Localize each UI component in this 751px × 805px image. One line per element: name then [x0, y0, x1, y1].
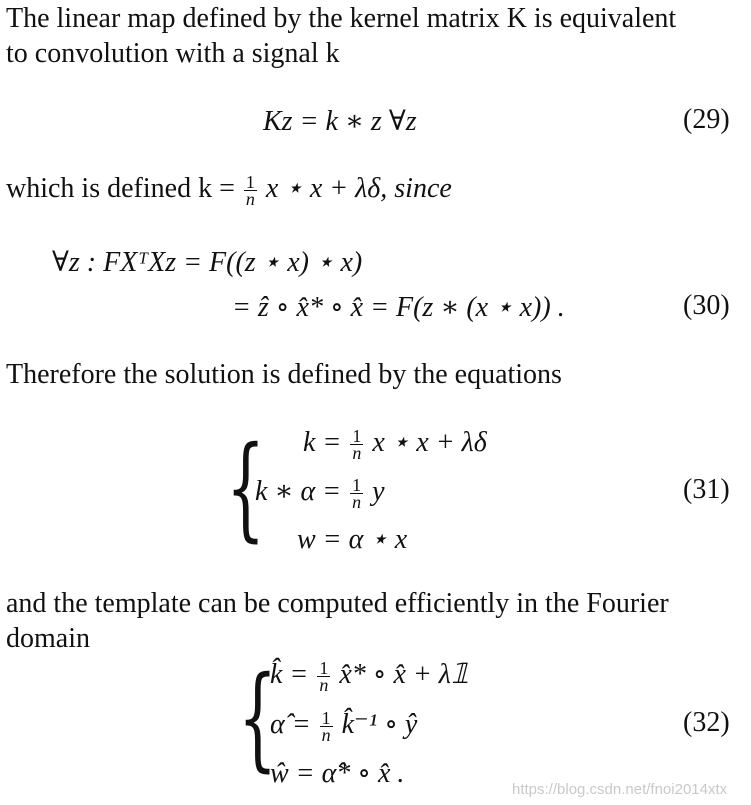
fraction-one-over-n	[320, 708, 333, 746]
watermark-url: https://blog.csdn.net/fnoi2014xtx	[512, 781, 728, 798]
fraction-one-over-n	[350, 426, 363, 464]
equation-32-line-2-lhs: α̂ =	[270, 709, 311, 740]
equation-31-line-2	[255, 474, 385, 513]
equation-32-line-2-rhs: k̂⁻¹ ∘ ŷ	[341, 709, 418, 740]
fraction-one-over-n	[244, 172, 257, 210]
equation-31-line-1	[303, 425, 487, 464]
equation-31-line-1-lhs: k =	[303, 427, 342, 458]
paragraph-4-line-2: domain	[6, 623, 90, 654]
paragraph-1-line-2: to convolution with a signal k	[6, 38, 340, 69]
paragraph-2	[6, 172, 452, 210]
fraction-numerator: 1	[245, 172, 255, 193]
equation-31-line-3: w = α ⋆ x	[297, 524, 408, 555]
paragraph-4-line-1: and the template can be computed efficiently in the Fourier	[6, 588, 669, 619]
paragraph-3: Therefore the solution is defined by the equations	[6, 359, 562, 390]
equation-32-line-3: ŵ = α̂* ∘ x̂ .	[270, 758, 405, 789]
equation-32-line-2	[270, 707, 418, 746]
equation-31-line-2-lhs: k ∗ α =	[255, 476, 342, 507]
equation-30-number: (30)	[683, 290, 730, 321]
equation-31-line-2-rhs: y	[372, 476, 385, 507]
fraction-numerator: 1	[352, 426, 362, 447]
equation-32-line-1-rhs: x̂* ∘ x̂ + λ𝟙	[339, 659, 469, 690]
equation-31-line-1-rhs: x ⋆ x + λδ	[372, 427, 487, 458]
equation-32-number: (32)	[683, 707, 730, 738]
fraction-numerator: 1	[321, 708, 331, 729]
equation-32-line-1	[270, 657, 469, 696]
paragraph-1-line-1: The linear map defined by the kernel matrix K is equivalent	[6, 3, 677, 34]
fraction-one-over-n	[350, 475, 363, 513]
paragraph-2-suffix: x ⋆ x + λδ, since	[265, 173, 452, 204]
fraction-one-over-n	[317, 658, 330, 696]
fraction-denominator: n	[321, 725, 331, 746]
equation-30-line-1: ∀z : FXᵀXz = F((z ⋆ x) ⋆ x)	[52, 247, 363, 278]
equation-31-number: (31)	[683, 474, 730, 505]
left-brace-31: {	[226, 423, 266, 553]
fraction-denominator: n	[352, 443, 362, 464]
fraction-numerator: 1	[352, 475, 362, 496]
left-brace-32: {	[238, 653, 278, 783]
fraction-numerator: 1	[319, 658, 329, 679]
equation-32-line-1-lhs: k̂ =	[270, 659, 309, 690]
paragraph-2-prefix: which is defined k =	[6, 173, 235, 204]
fraction-denominator: n	[352, 492, 362, 513]
fraction-denominator: n	[245, 189, 255, 210]
equation-29-number: (29)	[683, 104, 730, 135]
equation-29: Kz = k ∗ z ∀z	[263, 106, 417, 137]
fraction-denominator: n	[319, 675, 329, 696]
equation-30-line-2: = ẑ ∘ x̂* ∘ x̂ = F(z ∗ (x ⋆ x)) .	[232, 292, 565, 323]
